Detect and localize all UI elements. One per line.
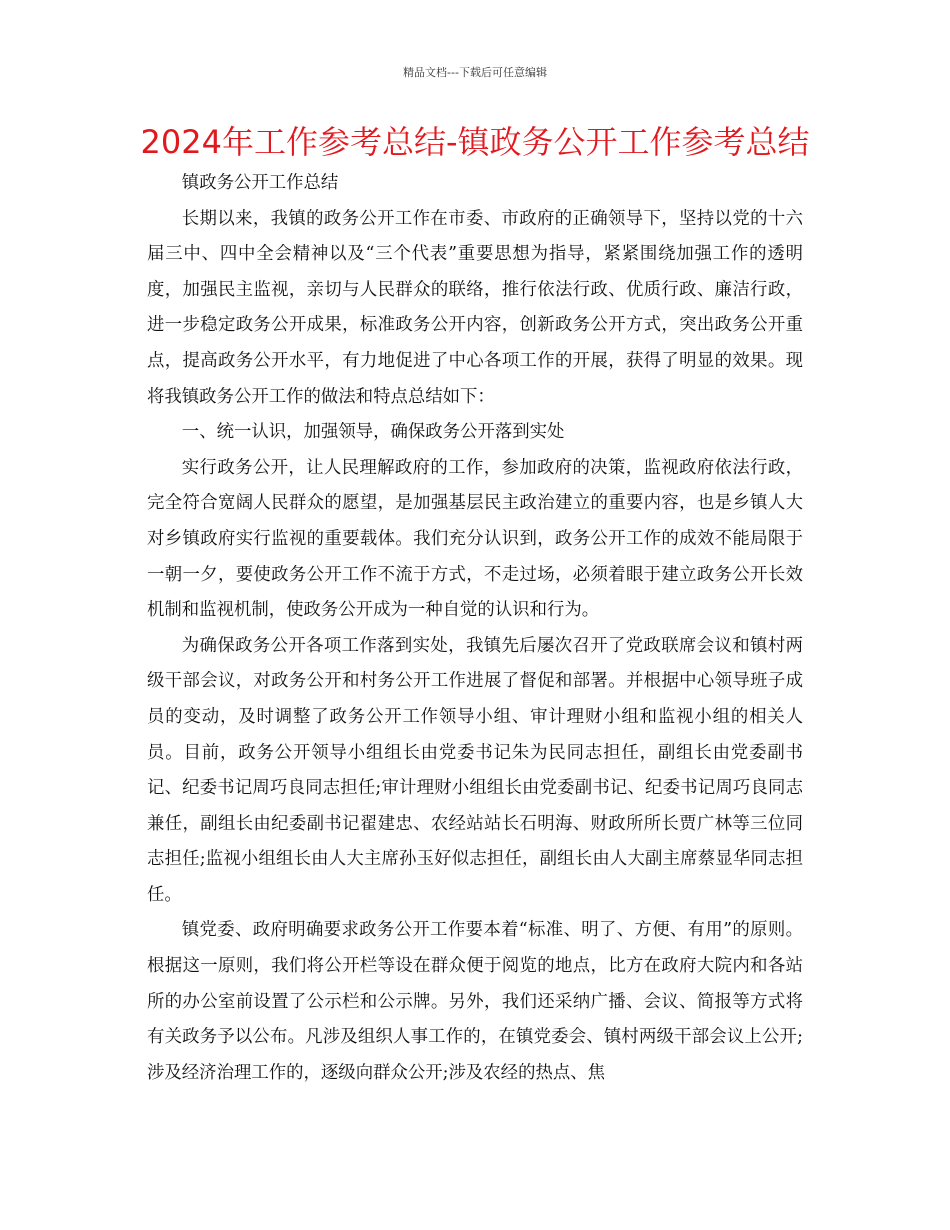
paragraph: 为确保政务公开各项工作落到实处，我镇先后屡次召开了党政联席会议和镇村两级干部会议，对政务公开和村务公开工作进展了督促和部署。并根据中心领导班子成员的变动，及时调整了政务公开工作领导小组、审计理财小组和监视小组的相关人员。目前，政务公开领导小组组长由党委书记朱为民同志担任，副组长由党委副书记、纪委书记周巧良同志担任;审计理财小组组长由党委副书记、纪委书记周巧良同志兼任，副组长由纪委副书记翟建忠、农经站站长石明海、财政所所长贾广林等三位同志担任;监视小组组长由人大主席孙玉好似志担任，副组长由人大副主席蔡显华同志担任。 <box>147 635 803 905</box>
header-note: 精品文档---下载后可任意编辑 <box>403 66 547 79</box>
paragraph: 长期以来，我镇的政务公开工作在市委、市政府的正确领导下，坚持以党的十六届三中、四中全会精神以及“三个代表”重要思想为指导，紧紧围绕加强工作的透明度，加强民主监视，亲切与人民群众的联络，推行依法行政、优质行政、廉洁行政，进一步稳定政务公开成果，标准政务公开内容，创新政务公开方式，突出政务公开重点，提高政务公开水平，有力地促进了中心各项工作的开展，获得了明显的效果。现将我镇政务公开工作的做法和特点总结如下： <box>147 208 803 407</box>
section-heading: 一、统一认识，加强领导，确保政务公开落到实处 <box>181 422 565 443</box>
paragraph: 实行政务公开，让人民理解政府的工作，参加政府的决策，监视政府依法行政，完全符合宽阔人民群众的愿望，是加强基层民主政治建立的重要内容，也是乡镇人大对乡镇政府实行监视的重要载体。我们充分认识到，政务公开工作的成效不能局限于一朝一夕，要使政务公开工作不流于方式，不走过场，必须着眼于建立政务公开长效机制和监视机制，使政务公开成为一种自觉的认识和行为。 <box>147 457 803 621</box>
document-title: 2024年工作参考总结-镇政务公开工作参考总结 <box>140 123 810 161</box>
paragraph-subtitle: 镇政务公开工作总结 <box>181 173 339 193</box>
document-body <box>147 166 803 1091</box>
paragraph: 镇党委、政府明确要求政务公开工作要本着“标准、明了、方便、有用”的原则。根据这一原则，我们将公开栏等设在群众便于阅览的地点，比方在政府大院内和各站所的办公室前设置了公示栏和公示牌。另外，我们还采纳广播、会议、简报等方式将有关政务予以公布。凡涉及组织人事工作的，在镇党委会、镇村两级干部会议上公开;涉及经济治理工作的，逐级向群众公开;涉及农经的热点、焦 <box>147 920 803 1083</box>
